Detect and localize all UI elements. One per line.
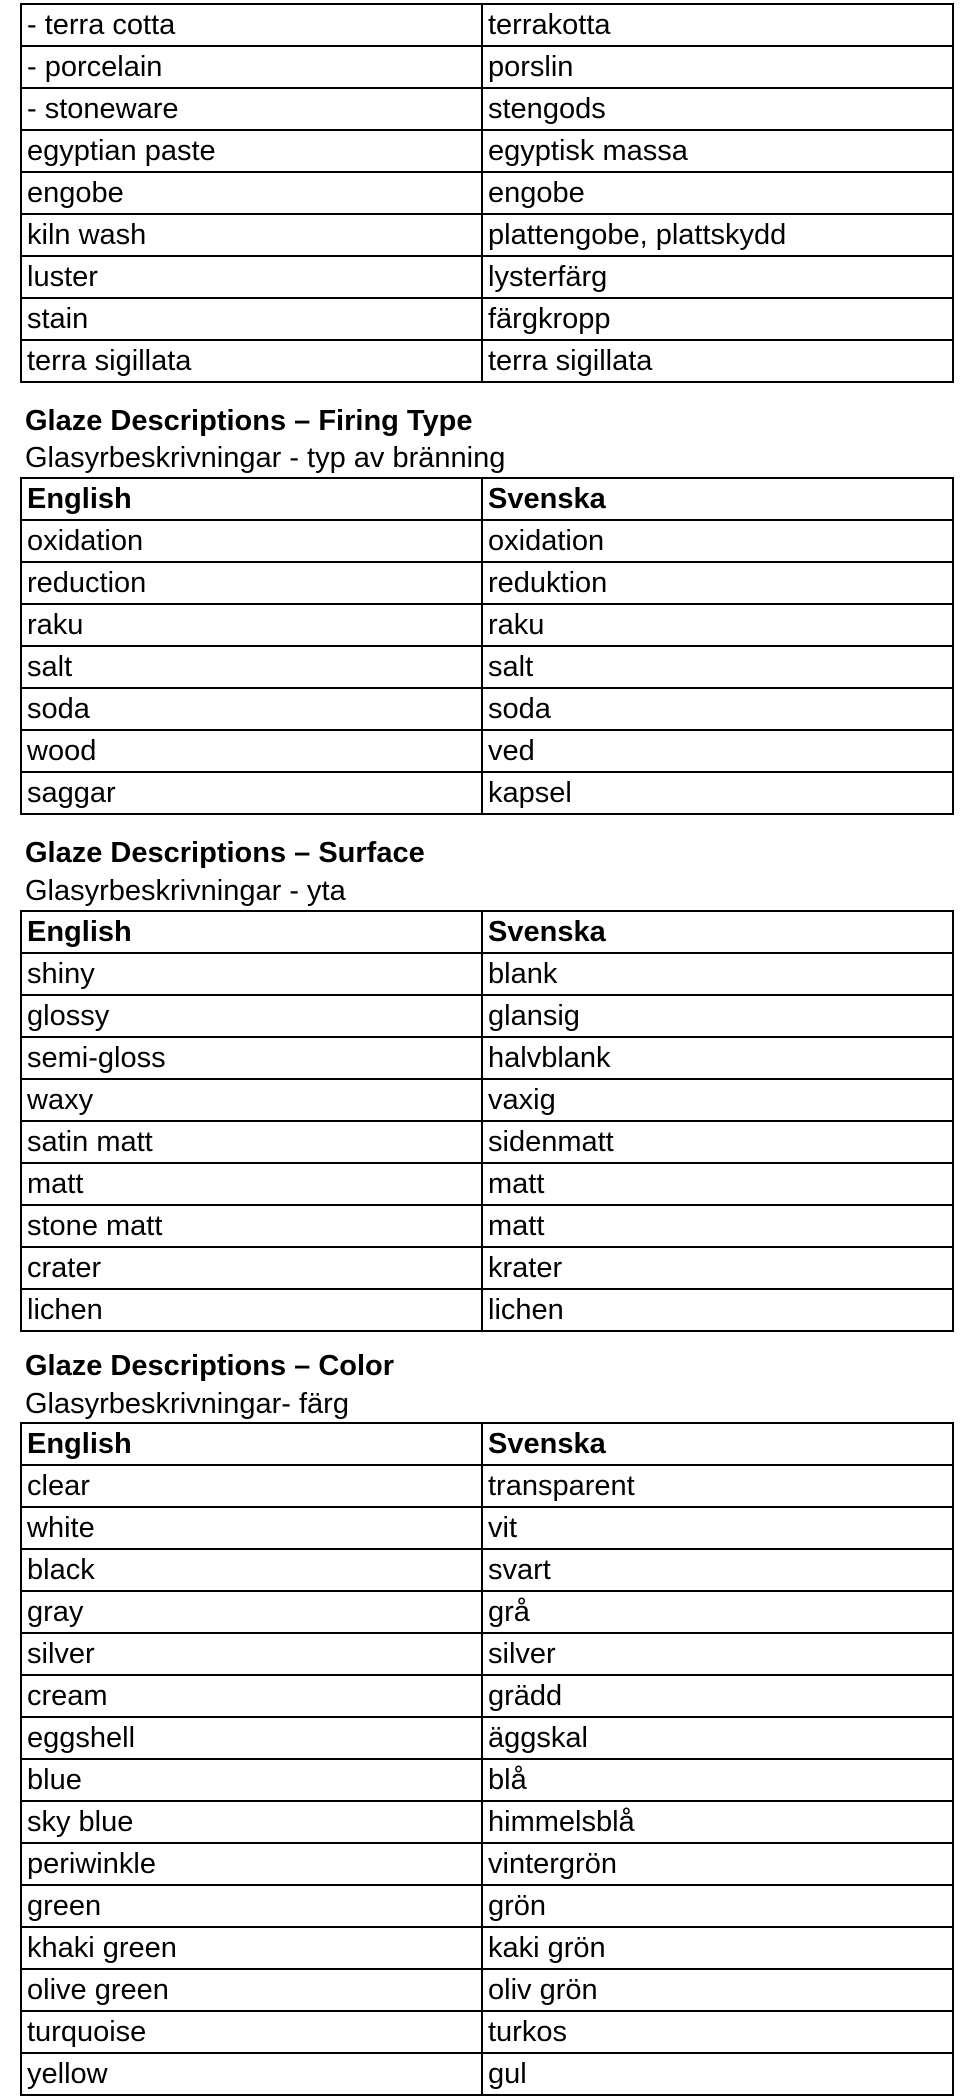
cell-english: turquoise — [21, 2011, 482, 2053]
cell-svenska: transparent — [482, 1465, 953, 1507]
cell-english: matt — [21, 1163, 482, 1205]
cell-english: luster — [21, 256, 482, 298]
table-row — [21, 995, 953, 1037]
cell-svenska: ved — [482, 730, 953, 772]
table-row — [21, 1121, 953, 1163]
cell-svenska: glansig — [482, 995, 953, 1037]
cell-svenska: grön — [482, 1885, 953, 1927]
table-row — [21, 1717, 953, 1759]
table-row — [21, 604, 953, 646]
table-row — [21, 4, 953, 46]
cell-english: yellow — [21, 2053, 482, 2095]
table-row — [21, 298, 953, 340]
cell-english: waxy — [21, 1079, 482, 1121]
cell-svenska: salt — [482, 646, 953, 688]
table-row — [21, 1801, 953, 1843]
table-row — [21, 172, 953, 214]
column-header-svenska: Svenska — [482, 911, 953, 953]
cell-english: eggshell — [21, 1717, 482, 1759]
cell-svenska: kapsel — [482, 772, 953, 814]
cell-english: white — [21, 1507, 482, 1549]
cell-svenska: raku — [482, 604, 953, 646]
cell-svenska: terrakotta — [482, 4, 953, 46]
column-header-english: English — [21, 478, 482, 520]
cell-svenska: silver — [482, 1633, 953, 1675]
cell-english: raku — [21, 604, 482, 646]
table-row — [21, 1549, 953, 1591]
cell-svenska: grädd — [482, 1675, 953, 1717]
color-table — [20, 1422, 954, 2096]
cell-svenska: matt — [482, 1163, 953, 1205]
cell-svenska: kaki grön — [482, 1927, 953, 1969]
cell-english: salt — [21, 646, 482, 688]
cell-english: - stoneware — [21, 88, 482, 130]
table-row — [21, 1675, 953, 1717]
firing-type-subtitle: Glasyrbeskrivningar - typ av bränning — [25, 442, 506, 474]
table-row — [21, 562, 953, 604]
cell-svenska: himmelsblå — [482, 1801, 953, 1843]
cell-svenska: oxidation — [482, 520, 953, 562]
table-row — [21, 953, 953, 995]
cell-english: periwinkle — [21, 1843, 482, 1885]
cell-english: shiny — [21, 953, 482, 995]
table-row — [21, 1633, 953, 1675]
table-row — [21, 1885, 953, 1927]
cell-english: clear — [21, 1465, 482, 1507]
table-row — [21, 688, 953, 730]
table-row — [21, 46, 953, 88]
table-row — [21, 130, 953, 172]
cell-svenska: soda — [482, 688, 953, 730]
cell-svenska: egyptisk massa — [482, 130, 953, 172]
cell-svenska: blå — [482, 1759, 953, 1801]
cell-english: semi-gloss — [21, 1037, 482, 1079]
table-row — [21, 1205, 953, 1247]
cell-svenska: krater — [482, 1247, 953, 1289]
cell-svenska: lysterfärg — [482, 256, 953, 298]
cell-svenska: reduktion — [482, 562, 953, 604]
cell-english: lichen — [21, 1289, 482, 1331]
column-header-svenska: Svenska — [482, 1423, 953, 1465]
table-row — [21, 214, 953, 256]
surface-title: Glaze Descriptions – Surface — [25, 837, 425, 869]
cell-svenska: stengods — [482, 88, 953, 130]
cell-svenska: matt — [482, 1205, 953, 1247]
cell-english: glossy — [21, 995, 482, 1037]
cell-svenska: porslin — [482, 46, 953, 88]
table-row — [21, 2053, 953, 2095]
column-header-english: English — [21, 1423, 482, 1465]
cell-svenska: turkos — [482, 2011, 953, 2053]
cell-english: sky blue — [21, 1801, 482, 1843]
cell-svenska: blank — [482, 953, 953, 995]
cell-english: green — [21, 1885, 482, 1927]
cell-english: olive green — [21, 1969, 482, 2011]
table-row — [21, 772, 953, 814]
table-row — [21, 730, 953, 772]
materials-table — [20, 3, 954, 383]
column-header-svenska: Svenska — [482, 478, 953, 520]
cell-english: silver — [21, 1633, 482, 1675]
table-row — [21, 1507, 953, 1549]
cell-english: gray — [21, 1591, 482, 1633]
color-title: Glaze Descriptions – Color — [25, 1350, 395, 1382]
cell-english: black — [21, 1549, 482, 1591]
cell-english: oxidation — [21, 520, 482, 562]
firing-type-table — [20, 477, 954, 815]
cell-english: kiln wash — [21, 214, 482, 256]
cell-svenska: svart — [482, 1549, 953, 1591]
cell-svenska: äggskal — [482, 1717, 953, 1759]
table-row — [21, 88, 953, 130]
cell-english: - terra cotta — [21, 4, 482, 46]
table-row — [21, 256, 953, 298]
cell-english: engobe — [21, 172, 482, 214]
table-row — [21, 1927, 953, 1969]
cell-svenska: sidenmatt — [482, 1121, 953, 1163]
table-row — [21, 646, 953, 688]
color-subtitle: Glasyrbeskrivningar- färg — [25, 1388, 349, 1420]
cell-english: soda — [21, 688, 482, 730]
table-row — [21, 1759, 953, 1801]
cell-svenska: gul — [482, 2053, 953, 2095]
surface-subtitle: Glasyrbeskrivningar - yta — [25, 875, 346, 907]
cell-english: crater — [21, 1247, 482, 1289]
table-row — [21, 520, 953, 562]
cell-english: egyptian paste — [21, 130, 482, 172]
cell-english: reduction — [21, 562, 482, 604]
table-row — [21, 1289, 953, 1331]
table-row — [21, 1163, 953, 1205]
cell-english: wood — [21, 730, 482, 772]
cell-english: blue — [21, 1759, 482, 1801]
table-header-row — [21, 1423, 953, 1465]
cell-english: stone matt — [21, 1205, 482, 1247]
table-row — [21, 1843, 953, 1885]
table-row — [21, 1465, 953, 1507]
table-header-row — [21, 911, 953, 953]
cell-english: cream — [21, 1675, 482, 1717]
cell-english: khaki green — [21, 1927, 482, 1969]
cell-svenska: oliv grön — [482, 1969, 953, 2011]
cell-svenska: lichen — [482, 1289, 953, 1331]
table-row — [21, 340, 953, 382]
cell-svenska: engobe — [482, 172, 953, 214]
table-row — [21, 1591, 953, 1633]
cell-svenska: terra sigillata — [482, 340, 953, 382]
table-header-row — [21, 478, 953, 520]
cell-english: saggar — [21, 772, 482, 814]
table-row — [21, 1247, 953, 1289]
table-row — [21, 1079, 953, 1121]
cell-english: stain — [21, 298, 482, 340]
surface-table — [20, 910, 954, 1332]
cell-svenska: vintergrön — [482, 1843, 953, 1885]
cell-svenska: färgkropp — [482, 298, 953, 340]
table-row — [21, 2011, 953, 2053]
cell-english: satin matt — [21, 1121, 482, 1163]
cell-svenska: halvblank — [482, 1037, 953, 1079]
cell-svenska: grå — [482, 1591, 953, 1633]
cell-english: terra sigillata — [21, 340, 482, 382]
cell-english: - porcelain — [21, 46, 482, 88]
cell-svenska: vit — [482, 1507, 953, 1549]
cell-svenska: plattengobe, plattskydd — [482, 214, 953, 256]
cell-svenska: vaxig — [482, 1079, 953, 1121]
column-header-english: English — [21, 911, 482, 953]
table-row — [21, 1037, 953, 1079]
table-row — [21, 1969, 953, 2011]
firing-type-title: Glaze Descriptions – Firing Type — [25, 405, 473, 437]
